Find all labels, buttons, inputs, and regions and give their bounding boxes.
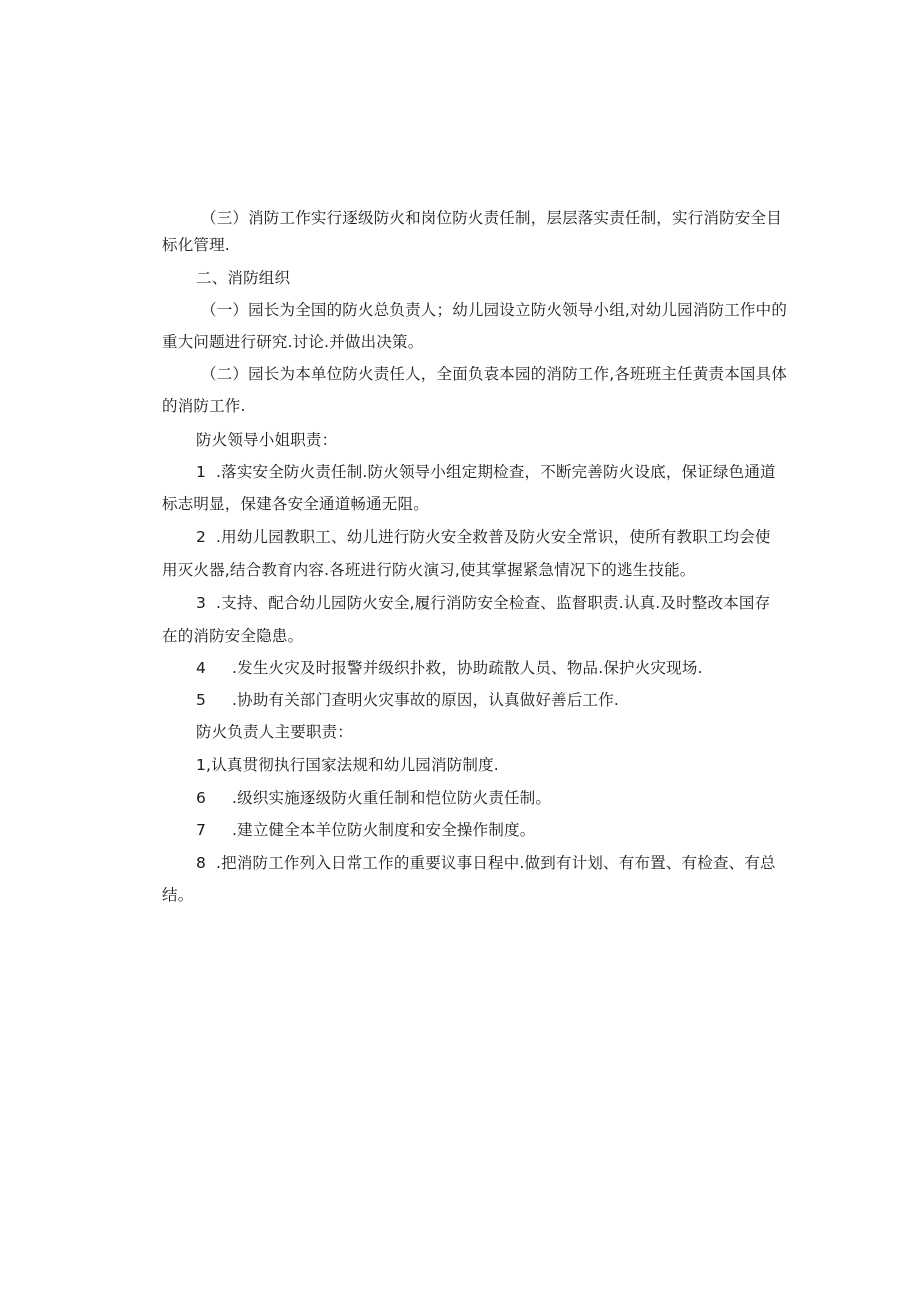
item-number: 7 (196, 821, 207, 839)
item-text: .落实安全防火责任制.防火领导小组定期检查，不断完善防火设底，保证绿色通道 (216, 463, 776, 481)
item-text: .发生火灾及时报警并级织扑救，协助疏散人员、物品.保护火灾现场. (232, 659, 703, 677)
paragraph-3-line-1: （三）消防工作实行逐级防火和岗位防火责任制，层层落实责任制，实行消防安全目 (201, 209, 782, 227)
item-text: .支持、配合幼儿园防火安全,履行消防安全检查、监督职责.认真.及时整改本国存 (216, 594, 771, 612)
item-number: 3 (196, 594, 207, 612)
person-duties-heading: 防火负责人主要职责： (196, 723, 354, 741)
group-duty-item-4 (196, 658, 703, 678)
item-text: .建立健全本羊位防火制度和安全操作制度。 (232, 821, 536, 839)
section-heading-fire-organization: 二、消防组织 (196, 269, 291, 287)
item-number: 5 (196, 691, 207, 709)
paragraph-1-line-2: 重大问题进行研究.讨论.并做出决策。 (162, 333, 424, 351)
group-duty-item-3-line-1 (196, 593, 770, 613)
item-number: 1 (196, 463, 207, 481)
paragraph-2-line-1: （二）园长为本单位防火责任人，全面负袁本园的消防工作,各班班主任黄责本国具体 (201, 365, 788, 383)
group-duty-item-2-line-2: 用灭火器,结合教育内容.各班进行防火演习,使其掌握紧急情况下的逃生技能。 (162, 561, 696, 579)
item-text: .协助有关部门查明火灾事故的原因，认真做好善后工作. (232, 691, 620, 709)
group-duty-item-2-line-1 (196, 527, 771, 547)
group-duty-item-5 (196, 690, 619, 710)
item-number: 6 (196, 789, 207, 807)
paragraph-2-line-2: 的消防工作. (162, 397, 246, 415)
group-duty-item-3-line-2: 在的消防安全隐患。 (162, 627, 304, 645)
item-text: .用幼儿园教职工、幼儿进行防火安全救普及防火安全常识，使所有教职工均会使 (216, 528, 771, 546)
person-duty-item-6 (196, 788, 551, 808)
person-duty-item-8-line-2: 结。 (162, 886, 194, 904)
paragraph-3-line-2: 标化管理. (162, 236, 230, 254)
person-duty-item-7 (196, 820, 535, 840)
paragraph-1-line-1: （一）园长为全国的防火总负责人；幼儿园设立防火领导小组,对幼儿园消防工作中的 (201, 301, 788, 319)
item-text: .把消防工作列入日常工作的重要议事日程中.做到有计划、有布置、有检查、有总 (216, 854, 776, 872)
item-number: 2 (196, 528, 207, 546)
group-duty-item-1-line-2: 标志明显，保建各安全通道畅通无阻。 (162, 495, 429, 513)
group-duties-heading: 防火领导小姐职责： (196, 431, 338, 449)
person-duty-item-1: 1,认真贯彻执行国家法规和幼儿园消防制度. (196, 756, 499, 774)
item-number: 8 (196, 854, 207, 872)
item-text: .级织实施逐级防火重任制和恺位防火责任制。 (232, 789, 552, 807)
person-duty-item-8-line-1 (196, 853, 776, 873)
group-duty-item-1-line-1 (196, 462, 776, 482)
item-number: 4 (196, 659, 207, 677)
